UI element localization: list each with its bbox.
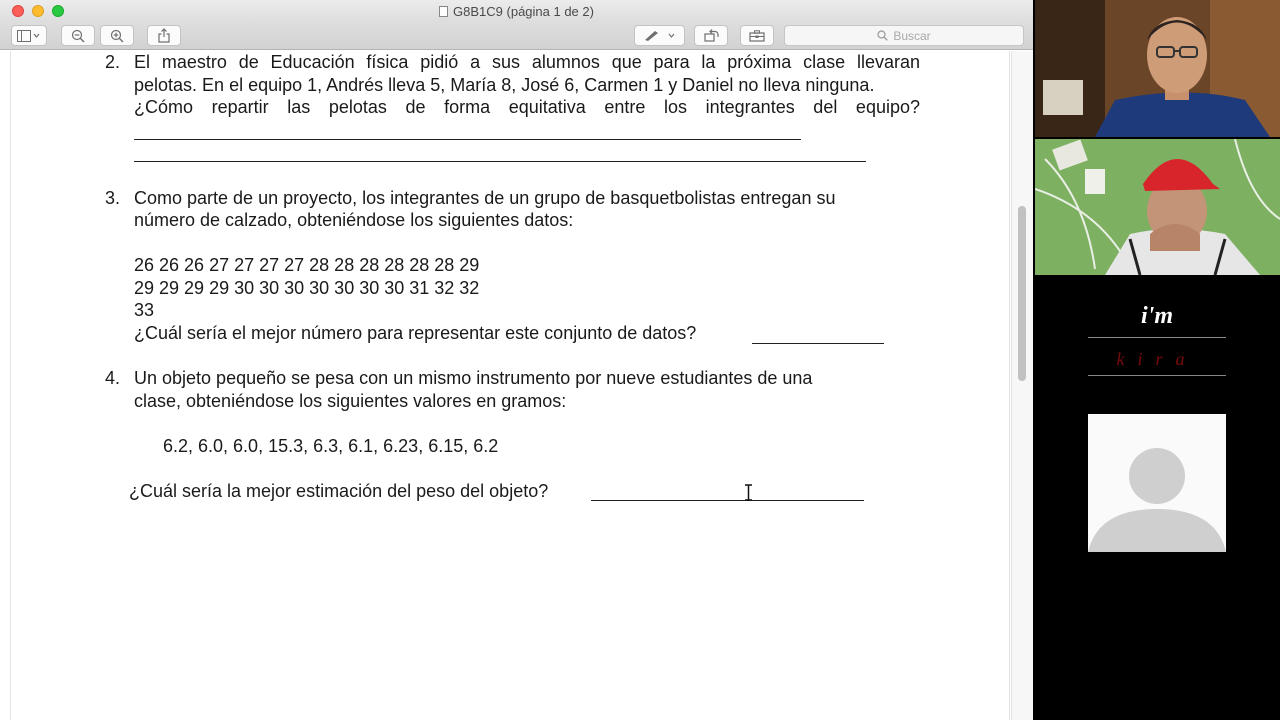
toolbar bbox=[0, 22, 1033, 50]
answer-line bbox=[591, 500, 864, 501]
divider-line bbox=[1088, 375, 1226, 376]
sidebar-toggle-button[interactable] bbox=[11, 25, 47, 46]
q3-line-2: número de calzado, obteniéndose los siguientes datos: bbox=[134, 210, 574, 230]
rotate-button[interactable] bbox=[694, 25, 728, 46]
q4-question: ¿Cuál sería la mejor estimación del peso del objeto? bbox=[129, 481, 549, 501]
q2-line-2: pelotas. En el equipo 1, Andrés lleva 5, María 8, José 6, Carmen 1 y Daniel no lleva ninguna. bbox=[134, 75, 875, 95]
no-camera-video[interactable] bbox=[1088, 414, 1226, 552]
q4-number: 4. bbox=[105, 368, 121, 388]
teacher-video[interactable] bbox=[1035, 0, 1280, 137]
share-button[interactable] bbox=[147, 25, 181, 46]
window-title: G8B1C9 (página 1 de 2) bbox=[453, 4, 594, 19]
answer-line bbox=[134, 161, 866, 162]
kira-video-line-2: kira bbox=[1116, 349, 1198, 369]
zoom-out-button[interactable] bbox=[61, 25, 95, 46]
zoom-out-icon bbox=[71, 29, 85, 43]
rotate-icon bbox=[704, 29, 719, 42]
pen-icon bbox=[643, 30, 677, 42]
search-icon bbox=[877, 30, 888, 41]
q3-line-1: Como parte de un proyecto, los integrantes de un grupo de basquetbolistas entregan su bbox=[134, 188, 836, 208]
q4-line-2: clase, obteniéndose los siguientes valores en gramos: bbox=[134, 391, 567, 411]
q3-data-row-2: 29 29 29 29 30 30 30 30 30 30 30 31 32 32 bbox=[134, 278, 480, 298]
q3-data-row-1: 26 26 26 27 27 27 27 28 28 28 28 28 28 29 bbox=[134, 255, 480, 275]
window-title-area bbox=[0, 4, 1033, 19]
answer-line bbox=[752, 343, 884, 344]
document-view[interactable] bbox=[0, 51, 1033, 720]
kira-video-line-1: i'm bbox=[1140, 303, 1173, 329]
zoom-in-button[interactable] bbox=[100, 25, 134, 46]
text-cursor-icon bbox=[744, 484, 753, 501]
q3-question: ¿Cuál sería el mejor número para representar este conjunto de datos? bbox=[134, 323, 697, 343]
kira-video[interactable] bbox=[1088, 277, 1226, 414]
default-avatar-icon bbox=[1088, 414, 1226, 552]
answer-line bbox=[134, 139, 801, 140]
q2-line-3: ¿Cómo repartir las pelotas de forma equitativa entre los integrantes del equipo? bbox=[134, 97, 920, 117]
scrollbar-thumb[interactable] bbox=[1018, 206, 1026, 381]
document-icon bbox=[439, 6, 448, 17]
search-placeholder: Buscar bbox=[893, 28, 931, 43]
divider-line bbox=[1088, 337, 1226, 338]
student-video-feed bbox=[1035, 139, 1280, 275]
q4-line-1: Un objeto pequeño se pesa con un mismo instrumento por nueve estudiantes de una bbox=[134, 368, 813, 388]
sidebar-icon bbox=[17, 30, 41, 42]
q4-values: 6.2, 6.0, 6.0, 15.3, 6.3, 6.1, 6.23, 6.15, 6.2 bbox=[163, 436, 499, 456]
teacher-video-feed bbox=[1035, 0, 1280, 137]
q2-line-1: El maestro de Educación física pidió a sus alumnos que para la próxima clase llevaran bbox=[134, 52, 920, 72]
vertical-scrollbar[interactable] bbox=[1011, 51, 1033, 720]
share-icon bbox=[158, 28, 170, 43]
toolbox-button[interactable] bbox=[740, 25, 774, 46]
q3-number: 3. bbox=[105, 188, 121, 208]
toolbox-icon bbox=[749, 30, 765, 42]
search-field[interactable] bbox=[784, 25, 1024, 46]
title-bar bbox=[0, 0, 1033, 22]
zoom-in-icon bbox=[110, 29, 124, 43]
student-video[interactable] bbox=[1035, 139, 1280, 275]
document-page bbox=[10, 51, 1010, 720]
q2-number: 2. bbox=[105, 52, 121, 72]
q3-data-row-3: 33 bbox=[134, 300, 155, 320]
markup-button[interactable] bbox=[634, 25, 685, 46]
